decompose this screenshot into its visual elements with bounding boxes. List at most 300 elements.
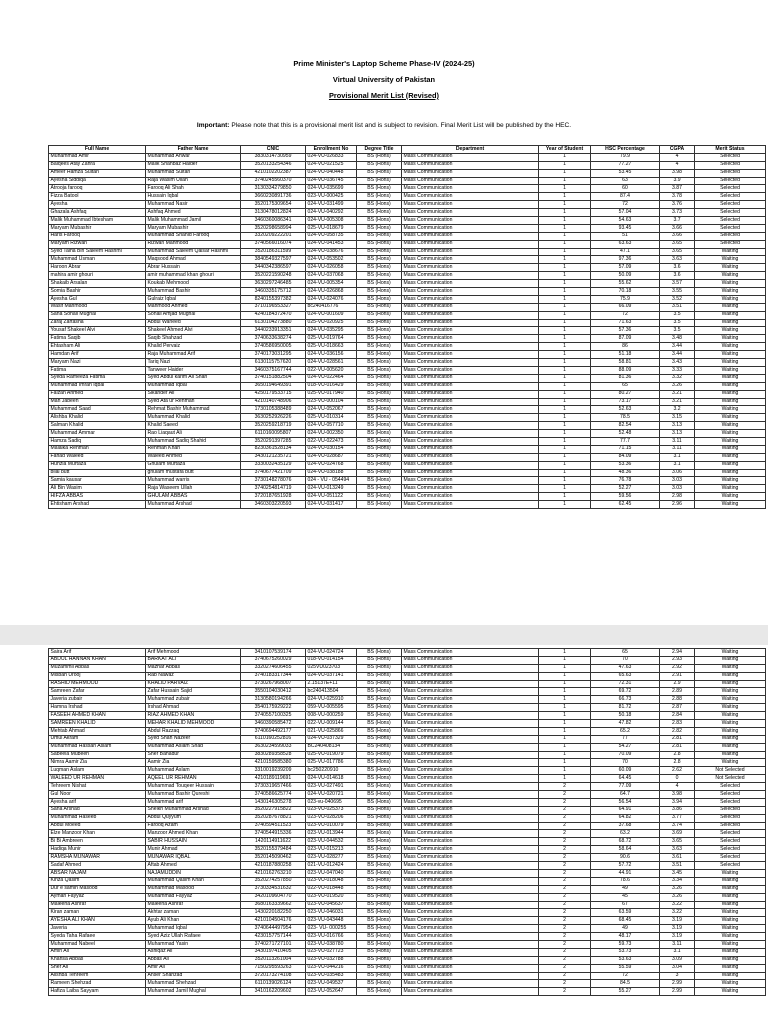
notice-text: Please note that this is a provisional merit list and is subject to revision. Final Merit List will be published by the HEC. xyxy=(231,122,572,129)
cell-hsc-percentage: 44.91 xyxy=(591,869,660,877)
cell-degree-title: BS (Hons) xyxy=(357,430,402,438)
cell-father-name: Muhammad Khalid xyxy=(146,414,241,422)
cell-year-of-student: 2 xyxy=(539,822,591,830)
page-break xyxy=(0,625,768,645)
cell-full-name: Sabeela Mubeen xyxy=(49,751,146,759)
cell-department: Mass Communication xyxy=(402,933,539,941)
cell-degree-title: BS (Hons) xyxy=(357,704,402,712)
cell-cgpa: 3.32 xyxy=(660,374,695,382)
cell-cnic: 7150295593263 xyxy=(241,964,306,972)
cell-cnic: 3410162209602 xyxy=(241,988,306,996)
cell-cgpa: 3.22 xyxy=(660,901,695,909)
cell-hsc-percentage: 71.63 xyxy=(591,319,660,327)
cell-department: Mass Communication xyxy=(402,343,539,351)
cell-department: Mass Communication xyxy=(402,469,539,477)
cell-enrollment-no: 022-VU-009144 xyxy=(306,720,357,728)
cell-hsc-percentage: 84.09 xyxy=(591,453,660,461)
cell-degree-title: BS (Hons) xyxy=(357,493,402,501)
cell-cgpa: 2.82 xyxy=(660,727,695,735)
cell-degree-title: BS (Hons) xyxy=(357,311,402,319)
cell-cnic: 6110160095807 xyxy=(241,430,306,438)
cell-department: Mass Communication xyxy=(402,854,539,862)
table-row xyxy=(49,272,766,280)
cell-degree-title: BS (Hons) xyxy=(357,453,402,461)
cell-department: Mass Communication xyxy=(402,185,539,193)
cell-full-name: Muhammad Haseeb xyxy=(49,814,146,822)
table-row xyxy=(49,972,766,980)
cell-cnic: 3550104030412 xyxy=(241,688,306,696)
cell-full-name: bilal butt xyxy=(49,469,146,477)
cell-father-name: Syed Abdul karim Ali Shah xyxy=(146,374,241,382)
table-row xyxy=(49,477,766,485)
cell-degree-title: BS (Hons) xyxy=(357,209,402,217)
cell-merit-status: Waiting xyxy=(695,485,766,493)
cell-father-name: Irshad Ahmad xyxy=(146,704,241,712)
cell-full-name: Muhammad Hassan Aslam xyxy=(49,743,146,751)
cell-year-of-student: 1 xyxy=(539,319,591,327)
cell-enrollment-no: 023-VU-000425 xyxy=(306,193,357,201)
cell-full-name: Hamdan Arif xyxy=(49,351,146,359)
table-row xyxy=(49,406,766,414)
cell-merit-status: Waiting xyxy=(695,288,766,296)
cell-father-name: Muhammad Aslam Shad xyxy=(146,743,241,751)
cell-cnic: 3430197410405 xyxy=(241,948,306,956)
cell-father-name: Muhammad Sultan xyxy=(146,169,241,177)
cell-cnic: 3440342386597 xyxy=(241,264,306,272)
cell-full-name: Muhammad Usman xyxy=(49,256,146,264)
cell-department: Mass Communication xyxy=(402,688,539,696)
cell-merit-status: Waiting xyxy=(695,493,766,501)
cell-merit-status: Waiting xyxy=(695,704,766,712)
cell-year-of-student: 1 xyxy=(539,656,591,664)
cell-full-name: Maryam Rizwan xyxy=(49,240,146,248)
merit-table-continued xyxy=(48,648,766,996)
cell-enrollment-no: 022-VU-018448 xyxy=(306,885,357,893)
cell-degree-title: BS (Hons) xyxy=(357,720,402,728)
cell-merit-status: Waiting xyxy=(695,925,766,933)
cell-cgpa: 3.65 xyxy=(660,240,695,248)
cell-hsc-percentage: 70.09 xyxy=(591,751,660,759)
cell-full-name: Gul Noor xyxy=(49,791,146,799)
cell-cgpa: 2.91 xyxy=(660,672,695,680)
cell-department: Mass Communication xyxy=(402,485,539,493)
cell-merit-status: Selected xyxy=(695,798,766,806)
cell-cnic: 3520259218719 xyxy=(241,422,306,430)
cell-cnic: 3680163339662 xyxy=(241,901,306,909)
cell-department: Mass Communication xyxy=(402,948,539,956)
cell-hsc-percentage: 58.64 xyxy=(591,846,660,854)
cell-hsc-percentage: 53.73 xyxy=(591,948,660,956)
cell-enrollment-no: 024-VU-041453 xyxy=(306,240,357,248)
cell-cgpa: 3.55 xyxy=(660,288,695,296)
cell-department: Mass Communication xyxy=(402,153,539,161)
cell-department: Mass Communication xyxy=(402,885,539,893)
document-page-2 xyxy=(0,645,768,1024)
cell-cgpa: 3.5 xyxy=(660,319,695,327)
cell-enrollment-no: 024-VU-026058 xyxy=(306,264,357,272)
cell-department: Mass Communication xyxy=(402,240,539,248)
cell-hsc-percentage: 52.27 xyxy=(591,485,660,493)
cell-department: Mass Communication xyxy=(402,374,539,382)
cell-father-name: Tanweer Haider xyxy=(146,366,241,374)
cell-department: Mass Communication xyxy=(402,501,539,509)
cell-full-name: Salman Khalid xyxy=(49,422,146,430)
cell-cnic: 3460335175712 xyxy=(241,288,306,296)
cell-enrollment-no: 025VU023703 xyxy=(306,664,357,672)
cell-full-name: Hamna Irshad xyxy=(49,704,146,712)
cell-cgpa: 2.84 xyxy=(660,712,695,720)
cell-enrollment-no: 025-VU-017940 xyxy=(306,390,357,398)
cell-enrollment-no: bc240416776 xyxy=(306,303,357,311)
cell-father-name: amir muhammad khan ghouri xyxy=(146,272,241,280)
table-row xyxy=(49,193,766,201)
cell-enrollment-no: 023-VU-016766 xyxy=(306,933,357,941)
cell-enrollment-no: 024-VU-031417 xyxy=(306,501,357,509)
cell-full-name: Ayesha Siddiqa xyxy=(49,177,146,185)
cell-full-name: Misbah Urooj xyxy=(49,672,146,680)
cell-merit-status: Waiting xyxy=(695,359,766,367)
cell-degree-title: BS (Hons) xyxy=(357,806,402,814)
column-header-hsc-percentage: HSC Percentage xyxy=(591,146,660,154)
cell-cgpa: 3.51 xyxy=(660,303,695,311)
cell-enrollment-no: 024-VU-038188 xyxy=(306,469,357,477)
cell-merit-status: Selected xyxy=(695,822,766,830)
cell-enrollment-no: 023-VU-047040 xyxy=(306,869,357,877)
cell-degree-title: BS (Hons) xyxy=(357,390,402,398)
cell-cnic: 8240155397382 xyxy=(241,295,306,303)
cell-full-name: Hamza Sadiq xyxy=(49,437,146,445)
cell-cnic: 3650194649391 xyxy=(241,382,306,390)
university-name: Virtual University of Pakistan xyxy=(332,75,436,84)
cell-full-name: Bi Bi Ambreen xyxy=(49,838,146,846)
cell-year-of-student: 1 xyxy=(539,351,591,359)
cell-cgpa: 2.8 xyxy=(660,751,695,759)
cell-department: Mass Communication xyxy=(402,366,539,374)
cell-full-name: Fahad Waleed xyxy=(49,453,146,461)
cell-cnic: 3520145090462 xyxy=(241,854,306,862)
cell-father-name: BARKAT ALI xyxy=(146,656,241,664)
cell-enrollment-no: 024-VU-001609 xyxy=(306,311,357,319)
cell-full-name: Ghazala Ashfaq xyxy=(49,209,146,217)
table-row xyxy=(49,295,766,303)
cell-year-of-student: 2 xyxy=(539,956,591,964)
cell-enrollment-no: 022-VU-005620 xyxy=(306,366,357,374)
cell-department: Mass Communication xyxy=(402,264,539,272)
cell-degree-title: BS (Hons) xyxy=(357,169,402,177)
cell-degree-title: BS (Hons) xyxy=(357,854,402,862)
cell-merit-status: Waiting xyxy=(695,901,766,909)
cell-merit-status: Waiting xyxy=(695,430,766,438)
cell-hsc-percentage: 90.6 xyxy=(591,854,660,862)
cell-full-name: AYESHA ALI KHAN xyxy=(49,917,146,925)
cell-degree-title: BS (Hons) xyxy=(357,696,402,704)
cell-father-name: Raja Muhammad Arif xyxy=(146,351,241,359)
cell-full-name: Muzammil Abbas xyxy=(49,664,146,672)
cell-cnic: 6110139026124 xyxy=(241,980,306,988)
cell-cnic: 3740173031295 xyxy=(241,351,306,359)
cell-cgpa: 3.1 xyxy=(660,948,695,956)
cell-full-name: mahira amir ghouri xyxy=(49,272,146,280)
table-row xyxy=(49,869,766,877)
cell-full-name: Sana Sohail Mughal xyxy=(49,311,146,319)
cell-full-name: Sana Arshad xyxy=(49,806,146,814)
cell-hsc-percentage: 87.4 xyxy=(591,193,660,201)
cell-degree-title: BS (Hons) xyxy=(357,343,402,351)
cell-father-name: Gulraiz Iqbal xyxy=(146,295,241,303)
cell-cnic: 3310019239209 xyxy=(241,767,306,775)
cell-department: Mass Communication xyxy=(402,335,539,343)
cell-year-of-student: 1 xyxy=(539,720,591,728)
cell-father-name: Syed Aziz Ullah Rafaee xyxy=(146,933,241,941)
cell-degree-title: BS (Hons) xyxy=(357,351,402,359)
cell-department: Mass Communication xyxy=(402,672,539,680)
cell-cnic: 3740633638274 xyxy=(241,335,306,343)
cell-cnic: 3520274257850 xyxy=(241,877,306,885)
cell-year-of-student: 1 xyxy=(539,303,591,311)
cell-enrollment-no: 024-VU-024724 xyxy=(306,649,357,657)
cell-enrollment-no: 023-VU-010079 xyxy=(306,822,357,830)
cell-father-name: Syed Ata ur Rehman xyxy=(146,398,241,406)
cell-cnic: 3740586950005 xyxy=(241,343,306,351)
cell-cnic: 3740557100325 xyxy=(241,712,306,720)
cell-year-of-student: 1 xyxy=(539,232,591,240)
cell-cnic: 6130115757620 xyxy=(241,359,306,367)
cell-merit-status: Selected xyxy=(695,185,766,193)
cell-enrollment-no: 024-VU-024768 xyxy=(306,461,357,469)
table-row xyxy=(49,696,766,704)
cell-degree-title: BS (Hons) xyxy=(357,649,402,657)
cell-degree-title: BS (Hons) xyxy=(357,972,402,980)
cell-enrollment-no: 023-vu-040695 xyxy=(306,798,357,806)
cell-year-of-student: 1 xyxy=(539,649,591,657)
cell-cnic: 3720187651928 xyxy=(241,493,306,501)
cell-cnic: 3520227915822 xyxy=(241,806,306,814)
cell-cnic: 3540175929222 xyxy=(241,704,306,712)
cell-department: Mass Communication xyxy=(402,783,539,791)
cell-degree-title: BS (Hons) xyxy=(357,501,402,509)
cell-cgpa: 3.22 xyxy=(660,909,695,917)
cell-cnic: 3740644497954 xyxy=(241,925,306,933)
table-row xyxy=(49,469,766,477)
cell-cgpa: 3.1 xyxy=(660,461,695,469)
cell-father-name: Muhammad Jamil Mughal xyxy=(146,988,241,996)
cell-year-of-student: 2 xyxy=(539,948,591,956)
table-row xyxy=(49,720,766,728)
cell-department: Mass Communication xyxy=(402,382,539,390)
cell-department: Mass Communication xyxy=(402,406,539,414)
cell-cgpa: 3.11 xyxy=(660,437,695,445)
cell-hsc-percentage: 66.73 xyxy=(591,696,660,704)
cell-degree-title: BS (Hons) xyxy=(357,743,402,751)
cell-hsc-percentage: 82.54 xyxy=(591,422,660,430)
cell-enrollment-no: BC240408134 xyxy=(306,743,357,751)
cell-cgpa: 2.81 xyxy=(660,735,695,743)
cell-enrollment-no: 024-VU-037329 xyxy=(306,735,357,743)
cell-father-name: Khalid Saeed xyxy=(146,422,241,430)
cell-degree-title: BS (Hons) xyxy=(357,366,402,374)
table-row xyxy=(49,422,766,430)
cell-department: Mass Communication xyxy=(402,791,539,799)
cell-hsc-percentage: 60.09 xyxy=(591,767,660,775)
table-row xyxy=(49,232,766,240)
cell-merit-status: Waiting xyxy=(695,656,766,664)
cell-cnic: 3430121235721 xyxy=(241,453,306,461)
cell-year-of-student: 1 xyxy=(539,398,591,406)
table-row xyxy=(49,319,766,327)
cell-hsc-percentage: 71.15 xyxy=(591,445,660,453)
cell-father-name: Raja Waseem Ullah xyxy=(146,485,241,493)
cell-degree-title: BS (Hons) xyxy=(357,830,402,838)
cell-father-name: Muhammad zubair xyxy=(146,696,241,704)
cell-department: Mass Communication xyxy=(402,248,539,256)
cell-full-name: Muhammad Imran Iqbal xyxy=(49,382,146,390)
cell-cgpa: 3.6 xyxy=(660,272,695,280)
cell-full-name: HIFZA ABBAS xyxy=(49,493,146,501)
cell-hsc-percentage: 76.78 xyxy=(591,477,660,485)
table-row xyxy=(49,767,766,775)
cell-degree-title: BS (Hons) xyxy=(357,798,402,806)
table-row xyxy=(49,217,766,225)
table-row xyxy=(49,814,766,822)
cell-cgpa: 3.78 xyxy=(660,193,695,201)
cell-full-name: Maleeha Ashraf xyxy=(49,901,146,909)
cell-department: Mass Communication xyxy=(402,224,539,232)
cell-department: Mass Communication xyxy=(402,422,539,430)
table-row xyxy=(49,656,766,664)
cell-hsc-percentage: 70.18 xyxy=(591,288,660,296)
cell-cnic: 3740245560370 xyxy=(241,177,306,185)
cell-full-name: Umul Akram xyxy=(49,735,146,743)
cell-father-name: SABIR HUSSAIN xyxy=(146,838,241,846)
cell-cgpa: 3.44 xyxy=(660,351,695,359)
cell-department: Mass Communication xyxy=(402,759,539,767)
cell-department: Mass Communication xyxy=(402,893,539,901)
cell-father-name: Rao Liaqaut Ali xyxy=(146,430,241,438)
cell-degree-title: BS (Hons) xyxy=(357,477,402,485)
table-row xyxy=(49,964,766,972)
cell-cgpa: 3.6 xyxy=(660,264,695,272)
cell-merit-status: Waiting xyxy=(695,735,766,743)
cell-degree-title: BS (Hons) xyxy=(357,656,402,664)
cell-cnic: 3520287678821 xyxy=(241,814,306,822)
cell-hsc-percentage: 53.63 xyxy=(591,956,660,964)
cell-father-name: Syed Shah Nazeer xyxy=(146,735,241,743)
cell-full-name: Hunzla Murtaza xyxy=(49,461,146,469)
cell-cnic: 3740677421709 xyxy=(241,469,306,477)
cell-hsc-percentage: 57.09 xyxy=(591,264,660,272)
cell-father-name: Muhammad Qasim Khan xyxy=(146,877,241,885)
cell-enrollment-no: 025-VU-020925 xyxy=(306,319,357,327)
cell-department: Mass Communication xyxy=(402,838,539,846)
cell-year-of-student: 2 xyxy=(539,933,591,941)
cell-full-name: Sher Ali xyxy=(49,964,146,972)
cell-full-name: Alishba Khalid xyxy=(49,414,146,422)
cell-merit-status: Selected xyxy=(695,838,766,846)
cell-full-name: Mah Jabeen xyxy=(49,398,146,406)
table-row xyxy=(49,854,766,862)
cell-cnic: 3420109604770 xyxy=(241,893,306,901)
table-row xyxy=(49,303,766,311)
cell-father-name: Koukab Mehmood xyxy=(146,280,241,288)
cell-degree-title: BS (Hons) xyxy=(357,201,402,209)
cell-cgpa: 2.98 xyxy=(660,493,695,501)
cell-year-of-student: 1 xyxy=(539,422,591,430)
cell-hsc-percentage: 59.56 xyxy=(591,493,660,501)
cell-enrollment-no: 023-VU-032788 xyxy=(306,956,357,964)
cell-cgpa: 3.26 xyxy=(660,885,695,893)
cell-merit-status: Waiting xyxy=(695,264,766,272)
cell-year-of-student: 1 xyxy=(539,335,591,343)
cell-cgpa: 3.57 xyxy=(660,280,695,288)
cell-cnic: 3130478012824 xyxy=(241,209,306,217)
cell-enrollment-no: 024-VU-028561 xyxy=(306,359,357,367)
cell-cgpa: 3 xyxy=(660,972,695,980)
table-row xyxy=(49,980,766,988)
cell-cnic: 3460375167744 xyxy=(241,366,306,374)
cell-year-of-student: 1 xyxy=(539,193,591,201)
table-row xyxy=(49,311,766,319)
cell-department: Mass Communication xyxy=(402,217,539,225)
table-row xyxy=(49,485,766,493)
cell-enrollment-no: 024-VU-037141 xyxy=(306,672,357,680)
cell-degree-title: BS (Hons) xyxy=(357,398,402,406)
cell-merit-status: Waiting xyxy=(695,909,766,917)
cell-full-name: Javeria zubair xyxy=(49,696,146,704)
cell-cgpa: 3.9 xyxy=(660,177,695,185)
cell-merit-status: Selected xyxy=(695,169,766,177)
cell-father-name: KHALID PARVAIZ xyxy=(146,680,241,688)
cell-father-name: Amir Ali xyxy=(146,964,241,972)
table-row xyxy=(49,169,766,177)
cell-year-of-student: 1 xyxy=(539,445,591,453)
column-header-enrollment-no: Enrollment No xyxy=(306,146,357,154)
cell-enrollment-no: 023-VU-045637 xyxy=(306,901,357,909)
cell-merit-status: Waiting xyxy=(695,759,766,767)
cell-year-of-student: 2 xyxy=(539,925,591,933)
cell-enrollment-no: 023-VU-028206 xyxy=(306,814,357,822)
column-header-department: Department xyxy=(402,146,539,154)
table-row xyxy=(49,940,766,948)
cell-cgpa: 3.65 xyxy=(660,248,695,256)
table-row xyxy=(49,727,766,735)
cell-cgpa: 3.33 xyxy=(660,366,695,374)
cell-cgpa: 2.88 xyxy=(660,696,695,704)
table-row xyxy=(49,248,766,256)
cell-merit-status: Waiting xyxy=(695,256,766,264)
cell-cnic: 3740271727101 xyxy=(241,940,306,948)
cell-full-name: Samreen Zafar xyxy=(49,688,146,696)
cell-father-name: Muhammad Arshad xyxy=(146,501,241,509)
table-row xyxy=(49,382,766,390)
cell-year-of-student: 1 xyxy=(539,382,591,390)
column-header-degree-title: Degree Title xyxy=(357,146,402,154)
cell-year-of-student: 1 xyxy=(539,430,591,438)
cell-merit-status: Waiting xyxy=(695,672,766,680)
cell-enrollment-no: bc240413504 xyxy=(306,688,357,696)
table-row xyxy=(49,680,766,688)
cell-department: Mass Communication xyxy=(402,414,539,422)
cell-merit-status: Selected xyxy=(695,240,766,248)
cell-enrollment-no: 023-VU-044216 xyxy=(306,964,357,972)
cell-full-name: Nimra Aamir Zia xyxy=(49,759,146,767)
cell-department: Mass Communication xyxy=(402,656,539,664)
cell-enrollment-no: 018-VU-016429 xyxy=(306,382,357,390)
cell-hsc-percentage: 51 xyxy=(591,232,660,240)
cell-hsc-percentage: 45 xyxy=(591,893,660,901)
cell-degree-title: BS (Hons) xyxy=(357,964,402,972)
table-row xyxy=(49,846,766,854)
cell-hsc-percentage: 72.31 xyxy=(591,680,660,688)
